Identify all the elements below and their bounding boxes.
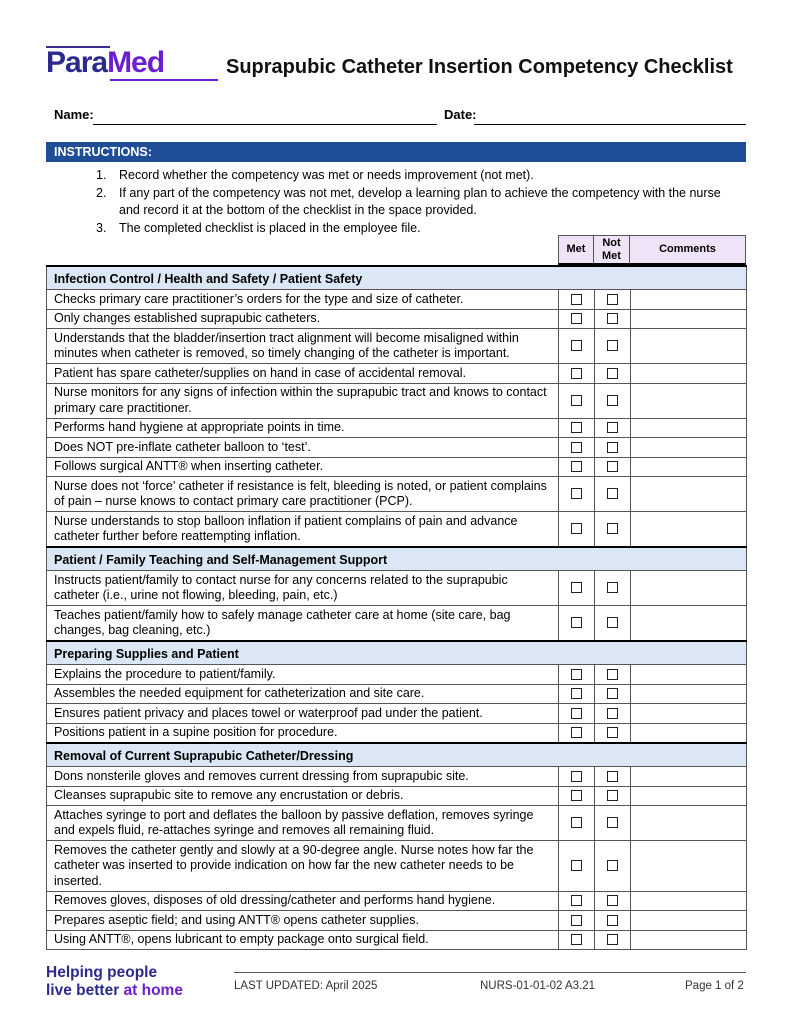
met-checkbox[interactable] [571, 708, 582, 719]
met-checkbox-cell [559, 930, 595, 950]
checklist-item-text: Understands that the bladder/insertion tract alignment will become misaligned within minutes when catheter is removed, so timely changing of the catheter is important. [47, 329, 559, 364]
met-checkbox[interactable] [571, 313, 582, 324]
document-code: NURS-01-01-02 A3.21 [480, 980, 596, 992]
checklist-row [47, 841, 747, 892]
checklist-item-text: Cleanses suprapubic site to remove any encrustation or debris. [47, 786, 559, 806]
met-checkbox-cell [559, 512, 595, 548]
instruction-number: 1. [96, 168, 107, 182]
met-checkbox-cell [559, 571, 595, 606]
section-title: Infection Control / Health and Safety / Patient Safety [47, 266, 747, 290]
not-met-checkbox[interactable] [607, 790, 618, 801]
comments-cell[interactable] [631, 438, 747, 458]
not-met-checkbox-cell [595, 329, 631, 364]
met-checkbox[interactable] [571, 582, 582, 593]
not-met-checkbox[interactable] [607, 488, 618, 499]
met-checkbox[interactable] [571, 895, 582, 906]
comments-cell[interactable] [631, 477, 747, 512]
comments-cell[interactable] [631, 606, 747, 642]
not-met-checkbox[interactable] [607, 817, 618, 828]
checklist-row [47, 606, 747, 642]
comments-cell[interactable] [631, 571, 747, 606]
comments-cell[interactable] [631, 911, 747, 931]
instruction-text: The completed checklist is placed in the employee file. [119, 220, 421, 235]
met-checkbox[interactable] [571, 817, 582, 828]
not-met-checkbox-cell [595, 571, 631, 606]
comments-cell[interactable] [631, 786, 747, 806]
not-met-checkbox[interactable] [607, 617, 618, 628]
not-met-checkbox-cell [595, 606, 631, 642]
not-met-checkbox[interactable] [607, 294, 618, 305]
checklist-row [47, 891, 747, 911]
section-header-row [47, 547, 747, 571]
met-checkbox[interactable] [571, 688, 582, 699]
column-header-not-met [593, 235, 630, 265]
checklist-row [47, 512, 747, 548]
not-met-checkbox[interactable] [607, 340, 618, 351]
not-met-checkbox[interactable] [607, 461, 618, 472]
not-met-checkbox-cell [595, 891, 631, 911]
instruction-item [96, 185, 736, 220]
not-met-checkbox-cell [595, 418, 631, 438]
checklist-row [47, 723, 747, 743]
comments-cell[interactable] [631, 930, 747, 950]
footer-slogan [46, 964, 183, 1000]
met-checkbox-cell [559, 457, 595, 477]
comments-cell[interactable] [631, 704, 747, 724]
not-met-checkbox[interactable] [607, 395, 618, 406]
checklist-row [47, 806, 747, 841]
met-checkbox[interactable] [571, 669, 582, 680]
not-met-checkbox[interactable] [607, 688, 618, 699]
not-met-checkbox[interactable] [607, 523, 618, 534]
not-met-checkbox-cell [595, 704, 631, 724]
date-label: Date: [444, 107, 477, 122]
checklist-item-text: Explains the procedure to patient/family. [47, 665, 559, 685]
column-header-comments: Comments [629, 235, 746, 265]
instructions-header: INSTRUCTIONS: [46, 142, 746, 162]
met-checkbox-cell [559, 723, 595, 743]
date-field[interactable] [474, 124, 746, 125]
logo-wordmark [46, 48, 164, 78]
met-checkbox[interactable] [571, 442, 582, 453]
met-checkbox-cell [559, 418, 595, 438]
name-field[interactable] [93, 124, 437, 125]
instructions-list [96, 167, 736, 237]
checklist-item-text: Prepares aseptic field; and using ANTT® opens catheter supplies. [47, 911, 559, 931]
met-checkbox[interactable] [571, 771, 582, 782]
comments-cell[interactable] [631, 512, 747, 548]
met-checkbox[interactable] [571, 617, 582, 628]
section-title: Removal of Current Suprapubic Catheter/Dressing [47, 743, 747, 767]
checklist-row [47, 438, 747, 458]
slogan-line-2 [46, 982, 183, 1000]
not-met-checkbox[interactable] [607, 708, 618, 719]
met-checkbox[interactable] [571, 340, 582, 351]
not-met-line-1: Not [602, 236, 621, 249]
checklist-row [47, 665, 747, 685]
met-checkbox-cell [559, 477, 595, 512]
met-checkbox-cell [559, 329, 595, 364]
not-met-checkbox[interactable] [607, 934, 618, 945]
not-met-checkbox-cell [595, 290, 631, 310]
instruction-text: Record whether the competency was met or needs improvement (not met). [119, 168, 534, 182]
met-checkbox-cell [559, 911, 595, 931]
checklist-item-text: Removes gloves, disposes of old dressing/catheter and performs hand hygiene. [47, 891, 559, 911]
met-checkbox-cell [559, 806, 595, 841]
not-met-line-2: Met [602, 249, 621, 262]
not-met-checkbox[interactable] [607, 442, 618, 453]
not-met-checkbox-cell [595, 806, 631, 841]
name-label: Name: [54, 107, 94, 122]
not-met-checkbox-cell [595, 841, 631, 892]
not-met-checkbox-cell [595, 684, 631, 704]
checklist-row [47, 383, 747, 418]
instruction-number: 3. [96, 220, 107, 235]
comments-cell[interactable] [631, 364, 747, 384]
section-header-row [47, 266, 747, 290]
checklist-item-text: Using ANTT®, opens lubricant to empty package onto surgical field. [47, 930, 559, 950]
checklist-item-text: Ensures patient privacy and places towel or waterproof pad under the patient. [47, 704, 559, 724]
checklist-row [47, 477, 747, 512]
checklist-item-text: Instructs patient/family to contact nurse for any concerns related to the suprapubic catheter (i.e., urine not flowing, bleeding, pain, etc.) [47, 571, 559, 606]
checklist-row [47, 457, 747, 477]
met-checkbox[interactable] [571, 915, 582, 926]
met-checkbox-cell [559, 841, 595, 892]
checklist-item-text: Does NOT pre-inflate catheter balloon to ‘test’. [47, 438, 559, 458]
met-checkbox[interactable] [571, 422, 582, 433]
met-checkbox-cell [559, 438, 595, 458]
section-title: Preparing Supplies and Patient [47, 641, 747, 665]
met-checkbox-cell [559, 684, 595, 704]
page-number: Page 1 of 2 [685, 980, 744, 992]
comments-cell[interactable] [631, 309, 747, 329]
checklist-row [47, 364, 747, 384]
instruction-item [96, 167, 736, 185]
section-header-row [47, 641, 747, 665]
checklist-row [47, 767, 747, 787]
met-checkbox[interactable] [571, 790, 582, 801]
met-checkbox[interactable] [571, 727, 582, 738]
comments-cell[interactable] [631, 665, 747, 685]
not-met-checkbox-cell [595, 383, 631, 418]
checklist-item-text: Removes the catheter gently and slowly at a 90-degree angle. Nurse notes how far the catheter was inserted to provide indication on how far the new catheter needs to be inserted. [47, 841, 559, 892]
not-met-checkbox[interactable] [607, 915, 618, 926]
met-checkbox[interactable] [571, 860, 582, 871]
checklist-item-text: Only changes established suprapubic catheters. [47, 309, 559, 329]
met-checkbox[interactable] [571, 523, 582, 534]
checklist-item-text: Assembles the needed equipment for catheterization and site care. [47, 684, 559, 704]
not-met-checkbox-cell [595, 911, 631, 931]
checklist-row [47, 911, 747, 931]
logo-para-text: Para [46, 46, 108, 79]
comments-cell[interactable] [631, 684, 747, 704]
checklist-item-text: Nurse understands to stop balloon inflation if patient complains of pain and advance catheter further before reattempting inflation. [47, 512, 559, 548]
met-checkbox-cell [559, 606, 595, 642]
not-met-checkbox[interactable] [607, 860, 618, 871]
not-met-checkbox-cell [595, 767, 631, 787]
not-met-checkbox[interactable] [607, 582, 618, 593]
comments-cell[interactable] [631, 767, 747, 787]
checklist-row [47, 684, 747, 704]
comments-cell[interactable] [631, 806, 747, 841]
checklist-row [47, 930, 747, 950]
checklist-row [47, 290, 747, 310]
met-checkbox[interactable] [571, 488, 582, 499]
instruction-text: If any part of the competency was not met, develop a learning plan to achieve the competency with the nurse and record it at the bottom of the checklist in the space provided. [119, 185, 721, 217]
comments-cell[interactable] [631, 329, 747, 364]
not-met-checkbox-cell [595, 786, 631, 806]
checklist-item-text: Checks primary care practitioner’s orders for the type and size of catheter. [47, 290, 559, 310]
met-checkbox-cell [559, 383, 595, 418]
checklist-row [47, 786, 747, 806]
met-checkbox[interactable] [571, 934, 582, 945]
checklist-row [47, 704, 747, 724]
not-met-checkbox-cell [595, 457, 631, 477]
comments-cell[interactable] [631, 383, 747, 418]
footer-divider [234, 972, 746, 973]
slogan-accent: at home [123, 982, 183, 999]
not-met-checkbox-cell [595, 364, 631, 384]
not-met-checkbox[interactable] [607, 771, 618, 782]
checklist-item-text: Patient has spare catheter/supplies on hand in case of accidental removal. [47, 364, 559, 384]
not-met-checkbox[interactable] [607, 669, 618, 680]
met-checkbox-cell [559, 704, 595, 724]
checklist-item-text: Performs hand hygiene at appropriate points in time. [47, 418, 559, 438]
not-met-checkbox[interactable] [607, 727, 618, 738]
not-met-checkbox-cell [595, 723, 631, 743]
met-checkbox-cell [559, 665, 595, 685]
met-checkbox[interactable] [571, 368, 582, 379]
not-met-checkbox-cell [595, 512, 631, 548]
comments-cell[interactable] [631, 891, 747, 911]
met-checkbox-cell [559, 767, 595, 787]
not-met-checkbox-cell [595, 309, 631, 329]
not-met-checkbox[interactable] [607, 313, 618, 324]
checklist-row [47, 309, 747, 329]
section-header-row [47, 743, 747, 767]
checklist-item-text: Attaches syringe to port and deflates the balloon by passive deflation, removes syringe and expels fluid, re-attaches syringe and removes all remaining fluid. [47, 806, 559, 841]
logo-underline [110, 79, 218, 81]
not-met-checkbox[interactable] [607, 895, 618, 906]
comments-cell[interactable] [631, 457, 747, 477]
comments-cell[interactable] [631, 418, 747, 438]
not-met-checkbox-cell [595, 477, 631, 512]
comments-cell[interactable] [631, 290, 747, 310]
met-checkbox[interactable] [571, 294, 582, 305]
met-checkbox-cell [559, 891, 595, 911]
met-checkbox-cell [559, 786, 595, 806]
not-met-checkbox-cell [595, 665, 631, 685]
section-title: Patient / Family Teaching and Self-Management Support [47, 547, 747, 571]
checklist-item-text: Teaches patient/family how to safely manage catheter care at home (site care, bag changes, bag cleaning, etc.) [47, 606, 559, 642]
last-updated: LAST UPDATED: April 2025 [234, 980, 378, 992]
checklist-row [47, 418, 747, 438]
paramed-logo [46, 46, 174, 82]
not-met-checkbox-cell [595, 438, 631, 458]
checklist-row [47, 329, 747, 364]
met-checkbox-cell [559, 309, 595, 329]
met-checkbox[interactable] [571, 461, 582, 472]
checklist-item-text: Dons nonsterile gloves and removes current dressing from suprapubic site. [47, 767, 559, 787]
competency-checklist-table [46, 265, 747, 950]
not-met-checkbox[interactable] [607, 422, 618, 433]
not-met-checkbox-cell [595, 930, 631, 950]
met-checkbox-cell [559, 290, 595, 310]
checklist-item-text: Positions patient in a supine position for procedure. [47, 723, 559, 743]
logo-med-text: Med [107, 46, 165, 79]
column-header-met: Met [558, 235, 594, 265]
checklist-item-text: Nurse monitors for any signs of infection within the suprapubic tract and knows to contact primary care practitioner. [47, 383, 559, 418]
slogan-line-1: Helping people [46, 964, 158, 981]
checklist-item-text: Follows surgical ANTT® when inserting catheter. [47, 457, 559, 477]
comments-cell[interactable] [631, 841, 747, 892]
instruction-number: 2. [96, 185, 107, 200]
met-checkbox[interactable] [571, 395, 582, 406]
met-checkbox-cell [559, 364, 595, 384]
comments-cell[interactable] [631, 723, 747, 743]
slogan-line-2a: live better [46, 982, 124, 999]
checklist-item-text: Nurse does not ‘force’ catheter if resistance is felt, bleeding is noted, or patient complains of pain – nurse knows to contact primary care practitioner (PCP). [47, 477, 559, 512]
checklist-row [47, 571, 747, 606]
page-title: Suprapubic Catheter Insertion Competency Checklist [226, 56, 733, 78]
not-met-checkbox[interactable] [607, 368, 618, 379]
